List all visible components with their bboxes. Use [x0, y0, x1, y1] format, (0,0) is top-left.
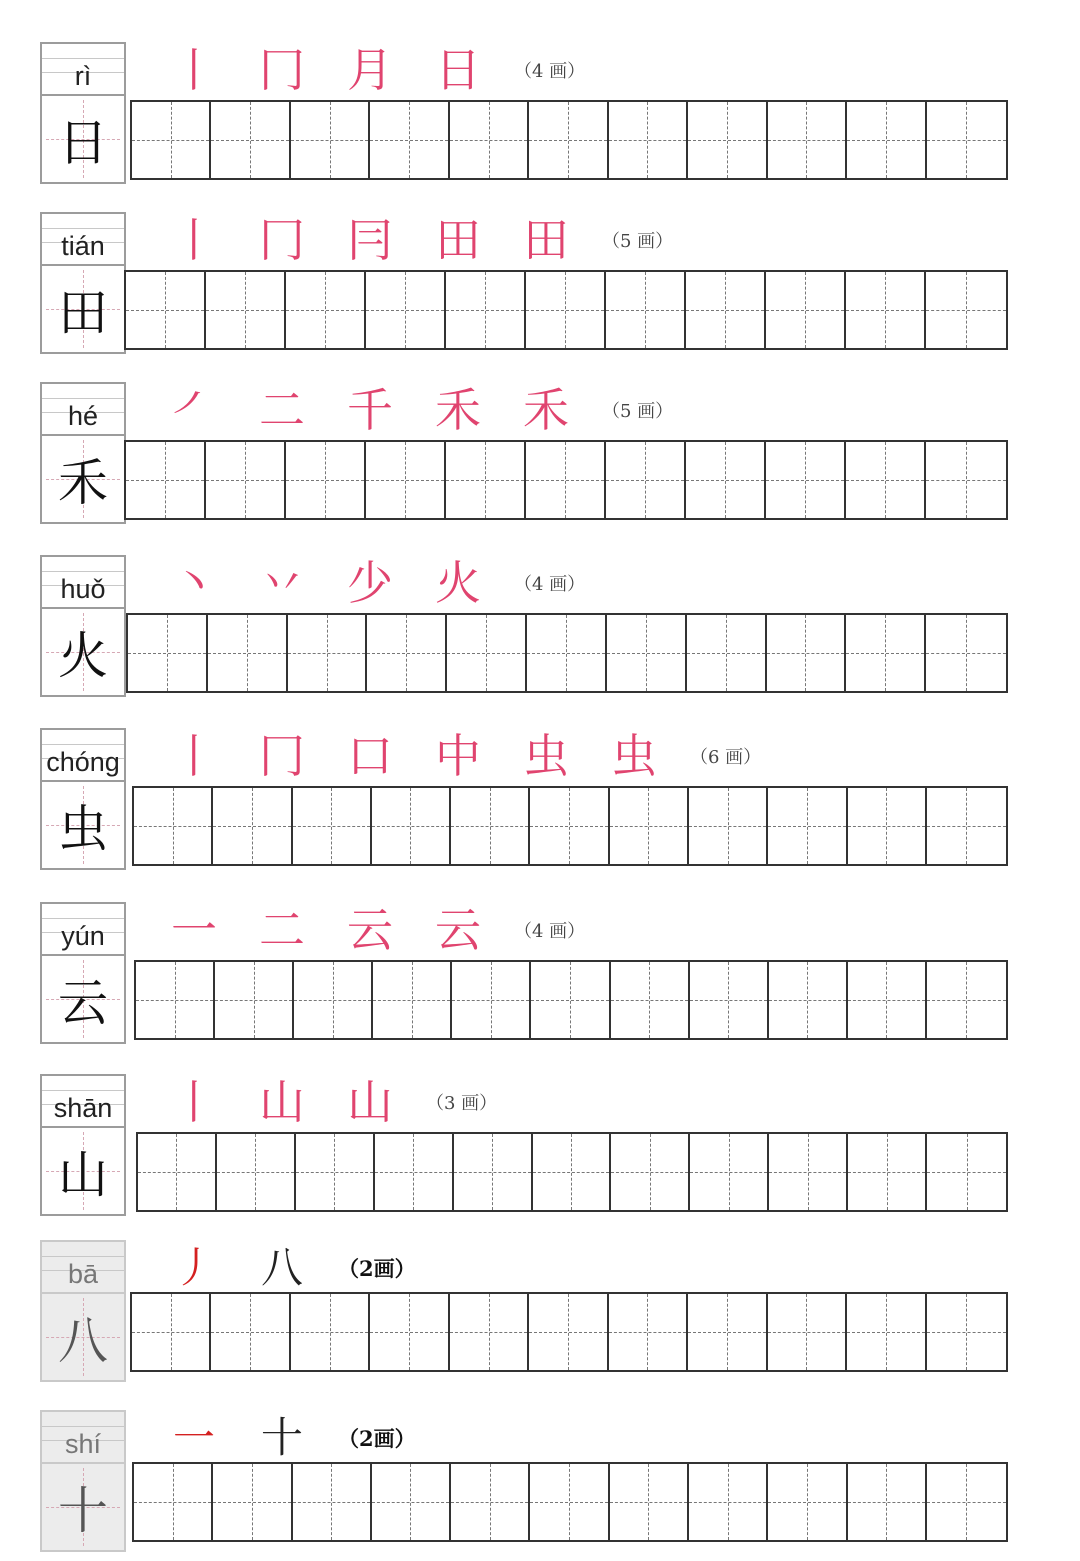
character-row	[0, 728, 1080, 873]
stroke-step: 冂	[259, 213, 305, 267]
character-card	[40, 555, 126, 697]
stroke-step: 田	[523, 213, 569, 267]
character-glyph: 火	[58, 627, 108, 685]
stroke-step: 虫	[523, 729, 569, 783]
practice-cell[interactable]	[211, 102, 290, 178]
practice-cell[interactable]	[366, 442, 446, 518]
practice-cell[interactable]	[530, 1464, 609, 1540]
character-box	[42, 782, 124, 868]
practice-cell[interactable]	[846, 442, 926, 518]
stroke-order	[150, 42, 585, 98]
stroke-step: 八	[260, 1243, 303, 1292]
stroke-step: 丨	[171, 1075, 217, 1129]
practice-cell[interactable]	[688, 1294, 767, 1370]
practice-cell[interactable]	[768, 788, 847, 864]
practice-cell[interactable]	[686, 442, 766, 518]
stroke-step: 千	[347, 383, 393, 437]
practice-cell[interactable]	[138, 1134, 217, 1210]
pinyin-label: hé	[67, 401, 99, 431]
stroke-step: 冂	[259, 43, 305, 97]
pinyin-label: huǒ	[60, 574, 106, 604]
practice-grid	[130, 1292, 1008, 1372]
pinyin-label: yún	[61, 921, 105, 951]
practice-grid	[134, 960, 1008, 1040]
pinyin-box	[42, 1412, 124, 1464]
character-glyph: 云	[58, 974, 108, 1032]
practice-cell[interactable]	[767, 615, 847, 691]
practice-cell[interactable]	[848, 1464, 927, 1540]
practice-cell[interactable]	[609, 1294, 688, 1370]
practice-cell[interactable]	[927, 1134, 1006, 1210]
practice-cell[interactable]	[447, 615, 527, 691]
practice-cell[interactable]	[291, 102, 370, 178]
pinyin-box	[42, 1076, 124, 1128]
character-box	[42, 609, 124, 695]
stroke-step: 十	[260, 1413, 303, 1462]
character-glyph: 日	[58, 114, 108, 172]
pinyin-label: shān	[53, 1093, 113, 1123]
stroke-step: 火	[435, 556, 481, 610]
practice-cell[interactable]	[610, 1464, 689, 1540]
stroke-step: 一	[172, 1413, 215, 1462]
pinyin-label: rì	[74, 61, 92, 91]
stroke-step: 日	[435, 43, 481, 97]
practice-cell[interactable]	[769, 1134, 848, 1210]
practice-cell[interactable]	[606, 272, 686, 348]
character-row	[0, 1074, 1080, 1219]
practice-cell[interactable]	[126, 272, 206, 348]
practice-cell[interactable]	[286, 272, 366, 348]
stroke-step: 山	[347, 1075, 393, 1129]
stroke-step: 丨	[171, 43, 217, 97]
stroke-step: 一	[171, 903, 217, 957]
character-row	[0, 42, 1080, 187]
practice-cell[interactable]	[607, 615, 687, 691]
stroke-step: 丷	[259, 556, 305, 610]
practice-grid	[126, 613, 1008, 693]
stroke-step: 田	[435, 213, 481, 267]
character-card	[40, 1410, 126, 1552]
character-card	[40, 382, 126, 524]
practice-cell[interactable]	[132, 1294, 211, 1370]
practice-cell[interactable]	[288, 615, 368, 691]
stroke-count: （4 画）	[514, 574, 586, 595]
practice-cell[interactable]	[848, 962, 927, 1038]
practice-grid	[130, 100, 1008, 180]
character-glyph: 虫	[58, 800, 108, 858]
practice-cell[interactable]	[451, 788, 530, 864]
practice-cell[interactable]	[370, 102, 449, 178]
stroke-step: 云	[435, 903, 481, 957]
practice-grid	[132, 1462, 1008, 1542]
stroke-order	[150, 1410, 416, 1466]
stroke-step: 丨	[171, 729, 217, 783]
pinyin-label: shí	[64, 1429, 102, 1459]
stroke-order	[150, 382, 673, 438]
stroke-order	[150, 728, 761, 784]
practice-cell[interactable]	[768, 1294, 847, 1370]
practice-cell[interactable]	[213, 788, 292, 864]
practice-cell[interactable]	[927, 1294, 1006, 1370]
practice-cell[interactable]	[296, 1134, 375, 1210]
character-card	[40, 212, 126, 354]
stroke-count: （4 画）	[514, 61, 586, 82]
practice-grid	[124, 270, 1008, 350]
pinyin-box	[42, 44, 124, 96]
practice-cell[interactable]	[450, 1294, 529, 1370]
stroke-order	[150, 555, 585, 611]
practice-cell[interactable]	[688, 102, 767, 178]
character-glyph: 田	[58, 284, 108, 342]
character-glyph: 十	[58, 1482, 108, 1540]
stroke-step: 二	[259, 903, 305, 957]
character-box	[42, 1294, 124, 1380]
practice-grid	[124, 440, 1008, 520]
practice-cell[interactable]	[531, 962, 610, 1038]
practice-cell[interactable]	[847, 102, 926, 178]
stroke-step: 禾	[523, 383, 569, 437]
practice-cell[interactable]	[136, 962, 215, 1038]
pinyin-label: chóng	[46, 747, 120, 777]
practice-cell[interactable]	[526, 272, 606, 348]
stroke-step: 少	[347, 556, 393, 610]
practice-cell[interactable]	[690, 962, 769, 1038]
practice-cell[interactable]	[372, 1464, 451, 1540]
character-card	[40, 1074, 126, 1216]
character-box	[42, 1128, 124, 1214]
practice-cell[interactable]	[206, 442, 286, 518]
practice-cell[interactable]	[132, 102, 211, 178]
practice-cell[interactable]	[766, 272, 846, 348]
practice-cell[interactable]	[926, 615, 1006, 691]
practice-cell[interactable]	[213, 1464, 292, 1540]
practice-cell[interactable]	[611, 962, 690, 1038]
pinyin-box	[42, 730, 124, 782]
practice-cell[interactable]	[529, 102, 608, 178]
practice-cell[interactable]	[533, 1134, 612, 1210]
practice-cell[interactable]	[450, 102, 529, 178]
practice-cell[interactable]	[686, 272, 766, 348]
stroke-count: （5 画）	[602, 231, 674, 252]
pinyin-label: tián	[61, 231, 105, 261]
character-row	[0, 1410, 1080, 1555]
stroke-count: （2画）	[338, 1256, 416, 1281]
practice-cell[interactable]	[366, 272, 446, 348]
practice-cell[interactable]	[529, 1294, 608, 1370]
practice-cell[interactable]	[217, 1134, 296, 1210]
character-box	[42, 96, 124, 182]
practice-cell[interactable]	[926, 272, 1006, 348]
practice-cell[interactable]	[526, 442, 606, 518]
stroke-step: 丨	[171, 213, 217, 267]
practice-cell[interactable]	[208, 615, 288, 691]
practice-cell[interactable]	[293, 1464, 372, 1540]
stroke-step: 虫	[611, 729, 657, 783]
practice-cell[interactable]	[927, 788, 1006, 864]
practice-cell[interactable]	[846, 272, 926, 348]
practice-cell[interactable]	[126, 442, 206, 518]
stroke-count: （3 画）	[426, 1093, 498, 1114]
practice-cell[interactable]	[768, 1464, 847, 1540]
character-glyph: 禾	[58, 454, 108, 512]
stroke-step: 云	[347, 903, 393, 957]
practice-cell[interactable]	[609, 102, 688, 178]
practice-cell[interactable]	[446, 442, 526, 518]
pinyin-box	[42, 904, 124, 956]
pinyin-box	[42, 557, 124, 609]
practice-cell[interactable]	[927, 962, 1006, 1038]
character-row	[0, 1240, 1080, 1385]
practice-cell[interactable]	[452, 962, 531, 1038]
practice-cell[interactable]	[766, 442, 846, 518]
character-box	[42, 1464, 124, 1550]
character-glyph: 山	[58, 1146, 108, 1204]
practice-cell[interactable]	[687, 615, 767, 691]
practice-cell[interactable]	[927, 102, 1006, 178]
practice-cell[interactable]	[375, 1134, 454, 1210]
practice-cell[interactable]	[606, 442, 686, 518]
practice-cell[interactable]	[611, 1134, 690, 1210]
character-row	[0, 382, 1080, 527]
practice-grid	[132, 786, 1008, 866]
practice-grid	[136, 1132, 1008, 1212]
character-box	[42, 436, 124, 522]
stroke-step: 中	[435, 729, 481, 783]
stroke-order	[150, 212, 673, 268]
practice-cell[interactable]	[134, 788, 213, 864]
character-card	[40, 42, 126, 184]
practice-cell[interactable]	[847, 1294, 926, 1370]
stroke-count: （5 画）	[602, 401, 674, 422]
practice-cell[interactable]	[294, 962, 373, 1038]
practice-cell[interactable]	[610, 788, 689, 864]
stroke-step: ㇒	[171, 383, 217, 437]
pinyin-box	[42, 1242, 124, 1294]
practice-cell[interactable]	[370, 1294, 449, 1370]
practice-cell[interactable]	[446, 272, 526, 348]
practice-cell[interactable]	[926, 442, 1006, 518]
practice-cell[interactable]	[848, 1134, 927, 1210]
stroke-step: 冃	[347, 213, 393, 267]
stroke-order	[150, 1074, 497, 1130]
practice-cell[interactable]	[690, 1134, 769, 1210]
character-row	[0, 212, 1080, 357]
practice-cell[interactable]	[367, 615, 447, 691]
practice-cell[interactable]	[128, 615, 208, 691]
practice-cell[interactable]	[286, 442, 366, 518]
practice-cell[interactable]	[769, 962, 848, 1038]
stroke-step: 口	[347, 729, 393, 783]
character-card	[40, 902, 126, 1044]
stroke-count: （2画）	[338, 1426, 416, 1451]
practice-cell[interactable]	[527, 615, 607, 691]
practice-cell[interactable]	[206, 272, 286, 348]
practice-cell[interactable]	[451, 1464, 530, 1540]
character-box	[42, 266, 124, 352]
stroke-step: 月	[347, 43, 393, 97]
practice-cell[interactable]	[215, 962, 294, 1038]
practice-cell[interactable]	[291, 1294, 370, 1370]
practice-cell[interactable]	[211, 1294, 290, 1370]
character-box	[42, 956, 124, 1042]
character-row	[0, 902, 1080, 1047]
stroke-step: 山	[259, 1075, 305, 1129]
practice-cell[interactable]	[373, 962, 452, 1038]
stroke-step: 二	[259, 383, 305, 437]
stroke-order	[150, 902, 585, 958]
practice-cell[interactable]	[768, 102, 847, 178]
practice-cell[interactable]	[454, 1134, 533, 1210]
stroke-step: 禾	[435, 383, 481, 437]
pinyin-label: bā	[67, 1259, 99, 1289]
practice-cell[interactable]	[848, 788, 927, 864]
pinyin-box	[42, 384, 124, 436]
character-card	[40, 728, 126, 870]
stroke-step: 冂	[259, 729, 305, 783]
pinyin-box	[42, 214, 124, 266]
practice-cell[interactable]	[293, 788, 372, 864]
practice-cell[interactable]	[689, 1464, 768, 1540]
practice-cell[interactable]	[689, 788, 768, 864]
character-row	[0, 555, 1080, 700]
stroke-count: （4 画）	[514, 921, 586, 942]
practice-cell[interactable]	[846, 615, 926, 691]
practice-cell[interactable]	[372, 788, 451, 864]
stroke-step: 丿	[172, 1243, 215, 1292]
stroke-step: 丶	[171, 556, 217, 610]
practice-cell[interactable]	[134, 1464, 213, 1540]
character-glyph: 八	[58, 1312, 108, 1370]
stroke-order	[150, 1240, 416, 1296]
stroke-count: （6 画）	[690, 747, 762, 768]
practice-cell[interactable]	[530, 788, 609, 864]
practice-cell[interactable]	[927, 1464, 1006, 1540]
character-card	[40, 1240, 126, 1382]
